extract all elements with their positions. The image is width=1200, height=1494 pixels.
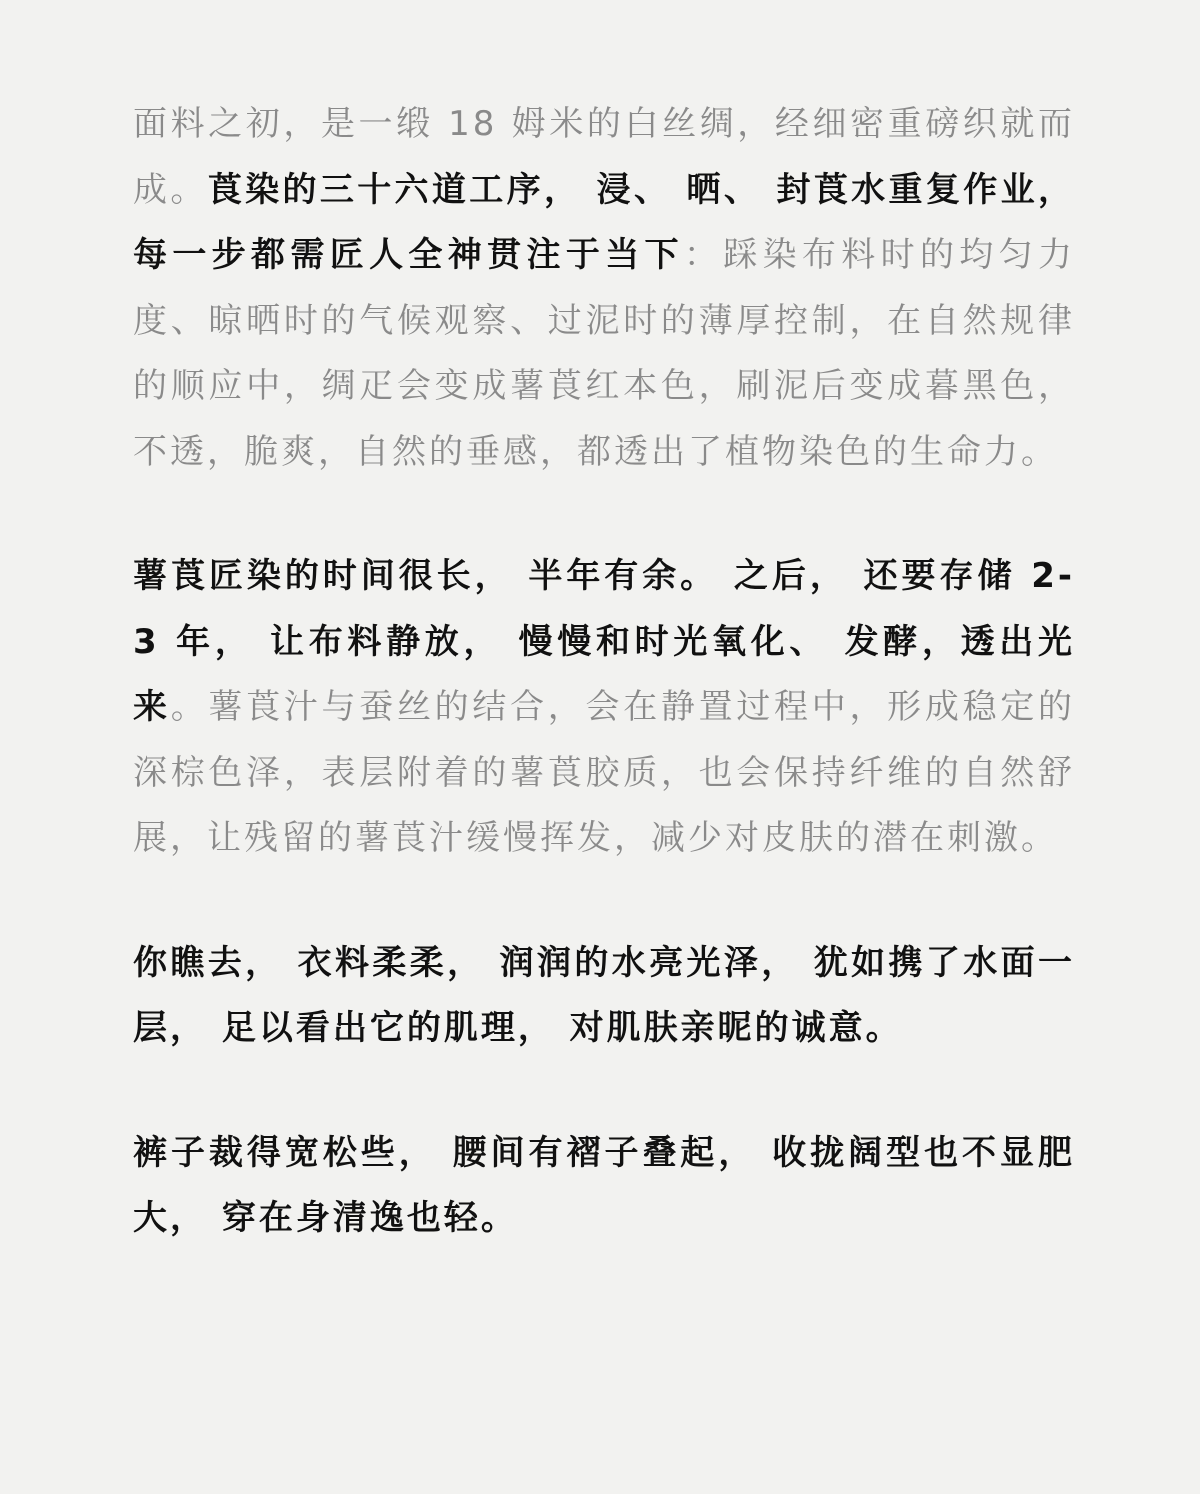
paragraph-aging: [133, 544, 1075, 872]
text-span-emphasis: 莨染的三十六道工序， 浸、 晒、 封莨水重复作业， 每一步都需匠人全神贯注于当下: [133, 169, 1075, 275]
article-body: [133, 92, 1075, 1252]
paragraph-fabric-origin: [133, 92, 1075, 485]
text-span: 面料之初，是一缎 18 姆米的白丝绸，经细密重磅织就而成。: [133, 104, 1075, 210]
text-span-emphasis: 裤子裁得宽松些， 腰间有褶子叠起， 收拢阔型也不显肥大， 穿在身清逸也轻。: [133, 1132, 1075, 1238]
paragraph-texture: [133, 931, 1075, 1062]
paragraph-trousers: [133, 1121, 1075, 1252]
text-span-emphasis: 薯莨匠染的时间很长， 半年有余。 之后， 还要存储 2-3 年， 让布料静放， 慢慢和时光氧化、 发酵，透出光来: [133, 556, 1075, 727]
text-span: 。薯莨汁与蚕丝的结合，会在静置过程中，形成稳定的深棕色泽，表层附着的薯莨胶质，也会保持纤维的自然舒展，让残留的薯莨汁缓慢挥发，减少对皮肤的潜在刺激。: [133, 687, 1076, 858]
text-span: ：踩染布料时的均匀力度、晾晒时的气候观察、过泥时的薄厚控制，在自然规律的顺应中，绸疋会变成薯莨红本色，刷泥后变成暮黑色，不透，脆爽，自然的垂感，都透出了植物染色的生命力。: [133, 235, 1076, 472]
text-span-emphasis: 你瞧去， 衣料柔柔， 润润的水亮光泽， 犹如携了水面一层， 足以看出它的肌理， 对肌肤亲昵的诚意。: [133, 942, 1075, 1048]
